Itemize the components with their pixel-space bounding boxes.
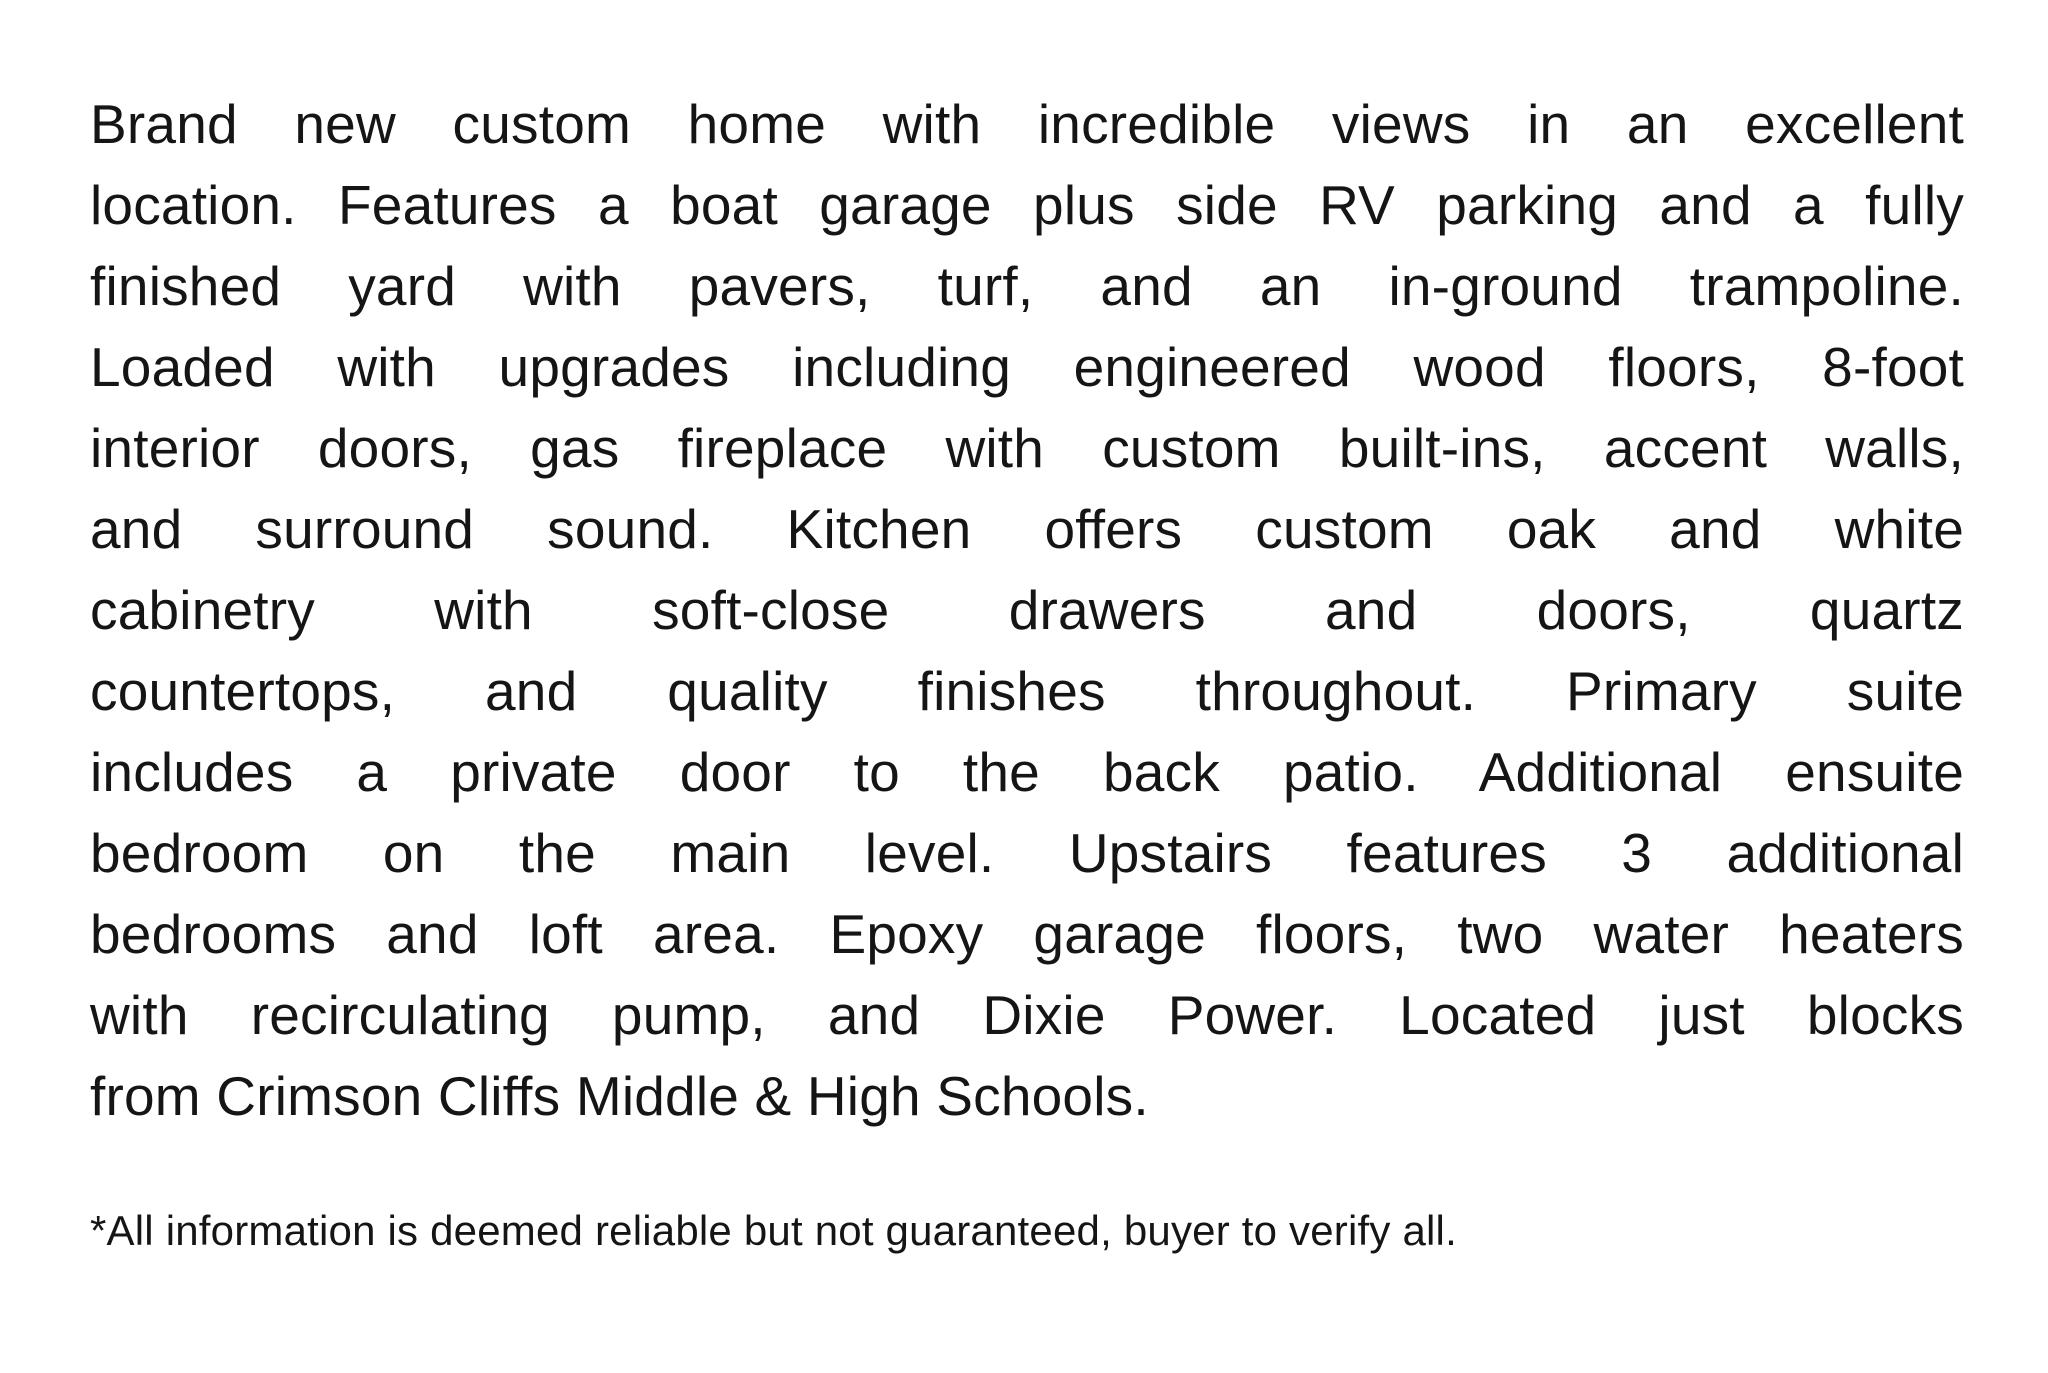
description-line: bedrooms and loft area. Epoxy garage floors, two water heaters — [90, 903, 1964, 965]
description-line: includes a private door to the back patio. Additional ensuite — [90, 741, 1964, 803]
description-line: bedroom on the main level. Upstairs features 3 additional — [90, 822, 1964, 884]
description-line: from Crimson Cliffs Middle & High Schools. — [90, 1065, 1149, 1127]
description-line: Brand new custom home with incredible views in an excellent — [90, 93, 1964, 155]
description-line: and surround sound. Kitchen offers custom oak and white — [90, 498, 1964, 560]
description-line: countertops, and quality finishes throughout. Primary suite — [90, 660, 1964, 722]
description-line: location. Features a boat garage plus side RV parking and a fully — [90, 174, 1964, 236]
description-line: with recirculating pump, and Dixie Power. Located just blocks — [90, 984, 1964, 1046]
listing-description — [90, 84, 1964, 1137]
description-line: finished yard with pavers, turf, and an in-ground trampoline. — [90, 255, 1964, 317]
description-line: Loaded with upgrades including engineered wood floors, 8-foot — [90, 336, 1964, 398]
disclaimer-text: *All information is deemed reliable but not guaranteed, buyer to verify all. — [90, 1207, 1457, 1254]
description-line: interior doors, gas fireplace with custom built-ins, accent walls, — [90, 417, 1964, 479]
description-line: cabinetry with soft-close drawers and doors, quartz — [90, 579, 1964, 641]
